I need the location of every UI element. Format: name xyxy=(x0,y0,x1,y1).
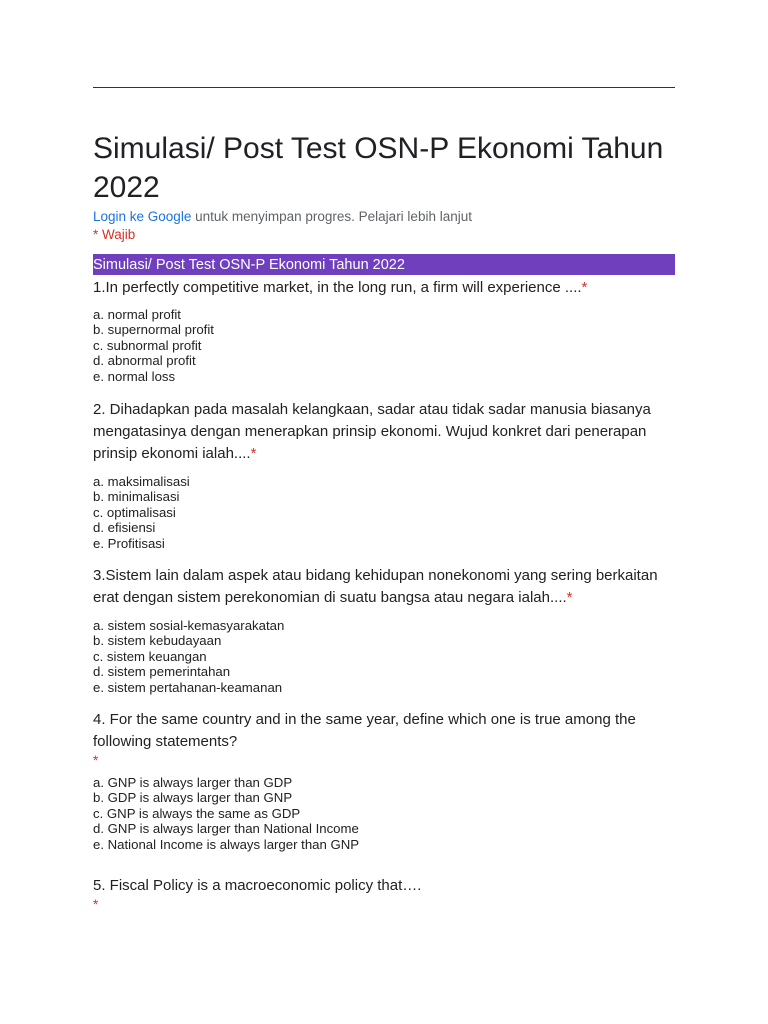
required-asterisk: * xyxy=(93,897,99,912)
option-item: b. sistem kebudayaan xyxy=(93,633,222,649)
option-item: e. normal loss xyxy=(93,368,176,384)
question-4 xyxy=(93,709,675,852)
question-5 xyxy=(93,875,675,913)
question-3-text: 3.Sistem lain dalam aspek atau bidang kehidupan nonekonomi yang sering berkaitan erat dengan sistem perekonomian di suatu bangsa atau negara ialah.... xyxy=(93,567,658,606)
option-item: c. subnormal profit xyxy=(93,337,202,353)
option-item: e. sistem pertahanan-keamanan xyxy=(93,679,283,695)
option-item: a. normal profit xyxy=(93,307,181,322)
login-link[interactable]: Login ke Google xyxy=(93,209,192,224)
question-text: 4. For the same country and in the same year, define which one is true among the following statements? xyxy=(93,711,636,750)
option-item: d. abnormal profit xyxy=(93,353,196,369)
section-header: Simulasi/ Post Test OSN-P Ekonomi Tahun 2022 xyxy=(93,254,675,275)
options-list xyxy=(93,775,675,852)
required-asterisk: * xyxy=(566,589,573,606)
option-item: b. GDP is always larger than GNP xyxy=(93,790,293,806)
options-list xyxy=(93,474,675,551)
option-item: a. GNP is always larger than GDP xyxy=(93,775,293,790)
question-2 xyxy=(93,399,675,551)
required-asterisk: * xyxy=(581,279,588,296)
required-asterisk: * xyxy=(93,753,99,768)
option-item: d. sistem pemerintahan xyxy=(93,664,231,680)
required-asterisk: * xyxy=(250,445,257,462)
options-list xyxy=(93,618,675,695)
top-divider xyxy=(93,87,675,88)
question-3 xyxy=(93,565,675,695)
option-item: c. GNP is always the same as GDP xyxy=(93,805,301,821)
question-text xyxy=(93,277,675,299)
question-text xyxy=(93,399,675,465)
form-title: Simulasi/ Post Test OSN-P Ekonomi Tahun 2022 xyxy=(93,132,664,204)
question-2-text: 2. Dihadapkan pada masalah kelangkaan, sadar atau tidak sadar manusia biasanya mengatasinya dengan menerapkan prinsip ekonomi. Wujud konkret dari penerapan prinsip ekonomi ialah.... xyxy=(93,401,651,462)
option-item: c. optimalisasi xyxy=(93,504,176,520)
question-1-text: 1.In perfectly competitive market, in the long run, a firm will experience .... xyxy=(93,279,582,296)
question-1 xyxy=(93,277,675,384)
option-item: a. maksimalisasi xyxy=(93,474,190,489)
option-item: b. supernormal profit xyxy=(93,322,214,338)
option-item: b. minimalisasi xyxy=(93,489,180,505)
option-item: e. National Income is always larger than GNP xyxy=(93,836,360,852)
option-item: d. efisiensi xyxy=(93,520,156,536)
option-item: e. Profitisasi xyxy=(93,535,165,551)
option-item: c. sistem keuangan xyxy=(93,648,207,664)
options-list xyxy=(93,307,675,384)
option-item: a. sistem sosial-kemasyarakatan xyxy=(93,618,285,633)
question-text: 5. Fiscal Policy is a macroeconomic policy that…. xyxy=(93,877,422,894)
question-text xyxy=(93,565,675,609)
required-note: * Wajib xyxy=(93,227,136,242)
option-item: d. GNP is always larger than National Income xyxy=(93,821,359,837)
login-notice xyxy=(93,208,472,225)
login-notice-text: untuk menyimpan progres. Pelajari lebih lanjut xyxy=(191,209,472,224)
